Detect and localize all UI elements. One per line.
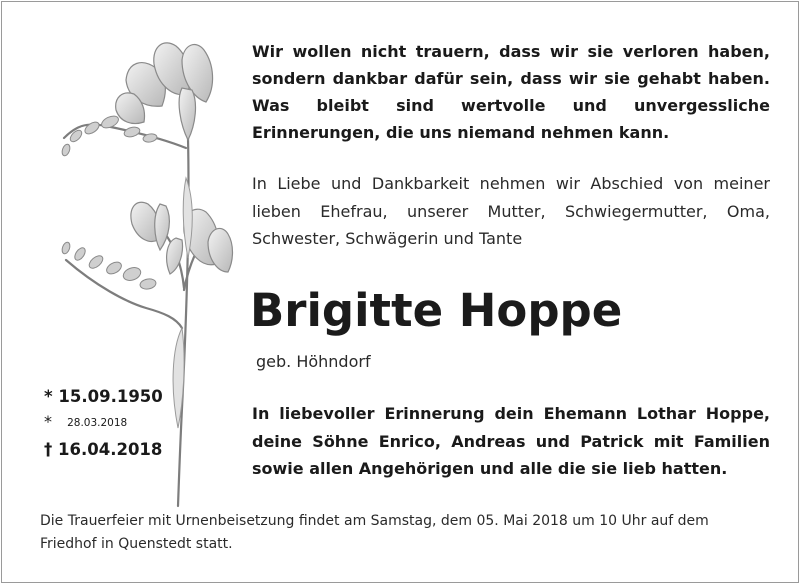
wedding-symbol: * — [44, 412, 52, 431]
birth-row — [44, 384, 214, 410]
wedding-row — [44, 410, 214, 435]
death-symbol: † — [44, 439, 53, 459]
life-dates — [44, 384, 214, 463]
birth-date: 15.09.1950 — [58, 387, 163, 406]
wedding-date: 28.03.2018 — [67, 416, 128, 429]
memorial-quote: Wir wollen nicht trauern, dass wir sie verloren haben, sondern dankbar dafür sein, dass wir sie gehabt haben. Was bleibt sind wertvolle und unvergessliche Erinnerungen, die uns niemand nehmen kann. — [252, 42, 770, 142]
farewell-text: In Liebe und Dankbarkeit nehmen wir Abschied von meiner lieben Ehefrau, unserer Mutter, Schwiegermutter, Oma, Schwester, Schwägerin und Tante — [252, 174, 770, 248]
survivors-text: In liebevoller Erinnerung dein Ehemann Lothar Hoppe, deine Söhne Enrico, Andreas und Patrick mit Familien sowie allen Angehörigen und alle die sie lieb hatten. — [252, 404, 770, 478]
death-date: 16.04.2018 — [58, 439, 163, 459]
death-row — [44, 437, 214, 463]
funeral-info: Die Trauerfeier mit Urnenbeisetzung findet am Samstag, dem 05. Mai 2018 um 10 Uhr auf dem Friedhof in Quenstedt statt. — [40, 513, 709, 552]
birth-symbol: * — [44, 387, 53, 406]
deceased-name: Brigitte Hoppe — [250, 284, 623, 337]
maiden-name: geb. Höhndorf — [256, 352, 371, 371]
